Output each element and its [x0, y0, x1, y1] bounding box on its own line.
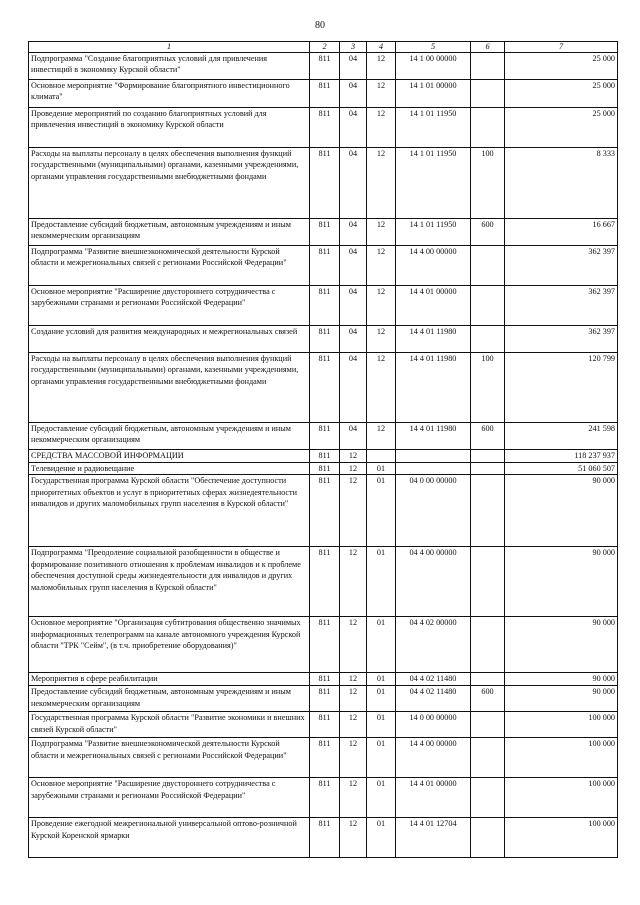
row-target-article: 14 1 00 00000 [396, 53, 471, 80]
row-target-article: 14 4 01 00000 [396, 286, 471, 326]
row-expense-type [471, 53, 505, 80]
row-section: 04 [340, 423, 367, 450]
row-subsection: 01 [367, 738, 396, 778]
row-name: Подпрограмма "Развитие внешнеэкономической деятельности Курской области и межрегиональных связей с регионами Российской Федерации" [29, 246, 310, 286]
row-name: Проведение мероприятий по созданию благоприятных условий для привлечения инвестиций в экономику Курской области [29, 108, 310, 148]
row-amount: 118 237 937 [505, 450, 618, 463]
table-row [29, 53, 618, 80]
row-amount: 25 000 [505, 80, 618, 108]
row-admin-code: 811 [310, 778, 340, 818]
row-subsection: 12 [367, 53, 396, 80]
row-admin-code: 811 [310, 547, 340, 617]
row-section: 12 [340, 617, 367, 673]
row-name: Основное мероприятие "Расширение двустороннего сотрудничества с зарубежными странами и регионами Российской Федерации" [29, 286, 310, 326]
table-row [29, 738, 618, 778]
table-row [29, 148, 618, 219]
budget-table [28, 41, 618, 858]
row-amount: 90 000 [505, 686, 618, 712]
table-row [29, 712, 618, 738]
row-expense-type: 600 [471, 423, 505, 450]
row-amount: 90 000 [505, 475, 618, 547]
row-expense-type [471, 778, 505, 818]
row-subsection: 12 [367, 286, 396, 326]
row-section: 04 [340, 53, 367, 80]
row-expense-type: 100 [471, 353, 505, 423]
row-admin-code: 811 [310, 673, 340, 686]
row-name: Подпрограмма "Преодоление социальной разобщенности в обществе и формирование позитивного отношения к проблемам инвалидов и к проблеме обеспечения доступной среды жизнедеятельности для инвалидов и других маломобильных групп населения в Курской области" [29, 547, 310, 617]
header-col-2: 2 [310, 42, 340, 53]
row-amount: 8 333 [505, 148, 618, 219]
row-name: Основное мероприятие "Организация субтитрования общественно значимых информационных телепрограмм на канале автономного учреждения Курской области "ТРК "Сейм", (в т.ч. приобретение оборудования)" [29, 617, 310, 673]
row-section: 04 [340, 108, 367, 148]
table-row [29, 108, 618, 148]
table-row [29, 423, 618, 450]
row-admin-code: 811 [310, 617, 340, 673]
row-expense-type [471, 617, 505, 673]
row-subsection: 12 [367, 353, 396, 423]
row-admin-code: 811 [310, 246, 340, 286]
row-section: 04 [340, 80, 367, 108]
row-amount: 100 000 [505, 712, 618, 738]
row-subsection: 01 [367, 818, 396, 858]
row-target-article: 14 1 01 11950 [396, 108, 471, 148]
row-expense-type [471, 246, 505, 286]
row-target-article: 14 1 01 00000 [396, 80, 471, 108]
table-row [29, 219, 618, 246]
row-section: 12 [340, 450, 367, 463]
row-name: Предоставление субсидий бюджетным, автономным учреждениям и иным некоммерческим организациям [29, 423, 310, 450]
row-target-article: 14 4 00 00000 [396, 738, 471, 778]
header-col-7: 7 [505, 42, 618, 53]
row-amount: 100 000 [505, 778, 618, 818]
row-expense-type [471, 738, 505, 778]
row-admin-code: 811 [310, 463, 340, 475]
row-admin-code: 811 [310, 475, 340, 547]
row-expense-type [471, 463, 505, 475]
header-row [29, 42, 618, 53]
row-admin-code: 811 [310, 53, 340, 80]
row-name: Телевидение и радиовещание [29, 463, 310, 475]
row-admin-code: 811 [310, 80, 340, 108]
row-target-article: 14 4 01 11980 [396, 423, 471, 450]
table-row [29, 246, 618, 286]
row-target-article: 14 4 01 00000 [396, 778, 471, 818]
row-section: 04 [340, 286, 367, 326]
row-expense-type [471, 286, 505, 326]
table-row [29, 686, 618, 712]
row-subsection: 12 [367, 108, 396, 148]
row-target-article: 14 0 00 00000 [396, 712, 471, 738]
row-name: Государственная программа Курской области "Обеспечение доступности приоритетных объектов и услуг в приоритетных сферах жизнедеятельности инвалидов и других маломобильных групп населения в Курской области" [29, 475, 310, 547]
row-section: 12 [340, 673, 367, 686]
row-target-article: 14 1 01 11950 [396, 219, 471, 246]
row-target-article: 04 4 02 11480 [396, 686, 471, 712]
row-admin-code: 811 [310, 286, 340, 326]
row-amount: 25 000 [505, 53, 618, 80]
header-col-5: 5 [396, 42, 471, 53]
row-subsection: 12 [367, 219, 396, 246]
row-name: Основное мероприятие "Формирование благоприятного инвестиционного климата" [29, 80, 310, 108]
table-row [29, 286, 618, 326]
row-target-article [396, 463, 471, 475]
row-expense-type: 100 [471, 148, 505, 219]
table-row [29, 617, 618, 673]
table-row [29, 547, 618, 617]
row-section: 12 [340, 686, 367, 712]
row-admin-code: 811 [310, 108, 340, 148]
row-amount: 362 397 [505, 326, 618, 353]
row-subsection: 12 [367, 423, 396, 450]
row-amount: 90 000 [505, 673, 618, 686]
table-row [29, 778, 618, 818]
row-amount: 90 000 [505, 617, 618, 673]
row-target-article: 14 4 00 00000 [396, 246, 471, 286]
row-section: 12 [340, 778, 367, 818]
row-subsection: 01 [367, 712, 396, 738]
row-target-article: 04 4 02 11480 [396, 673, 471, 686]
row-amount: 120 799 [505, 353, 618, 423]
row-section: 12 [340, 738, 367, 778]
row-subsection: 01 [367, 617, 396, 673]
row-section: 04 [340, 246, 367, 286]
row-amount: 90 000 [505, 547, 618, 617]
row-expense-type [471, 818, 505, 858]
row-section: 12 [340, 818, 367, 858]
row-subsection: 01 [367, 686, 396, 712]
row-admin-code: 811 [310, 712, 340, 738]
row-expense-type [471, 326, 505, 353]
row-section: 12 [340, 712, 367, 738]
row-amount: 362 397 [505, 246, 618, 286]
row-subsection: 01 [367, 475, 396, 547]
row-amount: 362 397 [505, 286, 618, 326]
row-subsection: 12 [367, 326, 396, 353]
table-row [29, 463, 618, 475]
row-expense-type [471, 712, 505, 738]
row-name: Предоставление субсидий бюджетным, автономным учреждениям и иным некоммерческим организациям [29, 686, 310, 712]
row-target-article: 14 4 01 11980 [396, 353, 471, 423]
row-section: 04 [340, 326, 367, 353]
row-subsection [367, 450, 396, 463]
header-col-6: 6 [471, 42, 505, 53]
row-expense-type [471, 108, 505, 148]
row-name: Подпрограмма "Развитие внешнеэкономической деятельности Курской области и межрегиональных связей с регионами Российской Федерации" [29, 738, 310, 778]
row-name: Расходы на выплаты персоналу в целях обеспечения выполнения функций государственными (муниципальными) органами, казенными учреждениями, органами управления государственными внебюджетными фондами [29, 353, 310, 423]
row-section: 12 [340, 475, 367, 547]
row-admin-code: 811 [310, 353, 340, 423]
row-subsection: 01 [367, 463, 396, 475]
header-col-1: 1 [29, 42, 310, 53]
table-row [29, 353, 618, 423]
row-subsection: 01 [367, 673, 396, 686]
row-expense-type [471, 450, 505, 463]
row-name: Мероприятия в сфере реабилитации [29, 673, 310, 686]
row-subsection: 12 [367, 148, 396, 219]
header-col-4: 4 [367, 42, 396, 53]
row-admin-code: 811 [310, 450, 340, 463]
row-admin-code: 811 [310, 818, 340, 858]
row-name: Государственная программа Курской области "Развитие экономики и внешних связей Курской области" [29, 712, 310, 738]
table-row [29, 450, 618, 463]
row-expense-type [471, 475, 505, 547]
table-row [29, 673, 618, 686]
table-row [29, 818, 618, 858]
row-subsection: 12 [367, 246, 396, 286]
row-expense-type [471, 80, 505, 108]
row-admin-code: 811 [310, 326, 340, 353]
row-expense-type: 600 [471, 219, 505, 246]
row-amount: 51 060 507 [505, 463, 618, 475]
header-col-3: 3 [340, 42, 367, 53]
row-section: 04 [340, 219, 367, 246]
row-admin-code: 811 [310, 686, 340, 712]
row-expense-type [471, 547, 505, 617]
row-name: Предоставление субсидий бюджетным, автономным учреждениям и иным некоммерческим организациям [29, 219, 310, 246]
table-row [29, 326, 618, 353]
row-target-article: 14 4 01 11980 [396, 326, 471, 353]
row-name: Основное мероприятие "Расширение двустороннего сотрудничества с зарубежными странами и регионами Российской Федерации" [29, 778, 310, 818]
row-section: 12 [340, 547, 367, 617]
row-target-article [396, 450, 471, 463]
row-subsection: 01 [367, 547, 396, 617]
table-row [29, 80, 618, 108]
row-section: 04 [340, 148, 367, 219]
row-admin-code: 811 [310, 423, 340, 450]
row-subsection: 12 [367, 80, 396, 108]
row-amount: 100 000 [505, 818, 618, 858]
row-target-article: 14 4 01 12704 [396, 818, 471, 858]
row-admin-code: 811 [310, 219, 340, 246]
row-target-article: 04 0 00 00000 [396, 475, 471, 547]
row-amount: 25 000 [505, 108, 618, 148]
page-number: 80 [315, 20, 325, 31]
row-target-article: 04 4 00 00000 [396, 547, 471, 617]
row-section: 04 [340, 353, 367, 423]
row-name: Проведение ежегодной межрегиональной универсальной оптово-розничной Курской Коренской ярмарки [29, 818, 310, 858]
row-name: Подпрограмма "Создание благоприятных условий для привлечения инвестиций в экономику Курской области" [29, 53, 310, 80]
row-amount: 16 667 [505, 219, 618, 246]
row-subsection: 01 [367, 778, 396, 818]
row-expense-type [471, 673, 505, 686]
row-target-article: 04 4 02 00000 [396, 617, 471, 673]
row-amount: 100 000 [505, 738, 618, 778]
row-name: Расходы на выплаты персоналу в целях обеспечения выполнения функций государственными (муниципальными) органами, казенными учреждениями, органами управления государственными внебюджетными фондами [29, 148, 310, 219]
row-admin-code: 811 [310, 738, 340, 778]
row-target-article: 14 1 01 11950 [396, 148, 471, 219]
row-amount: 241 598 [505, 423, 618, 450]
table-row [29, 475, 618, 547]
row-name: Создание условий для развития международных и межрегиональных связей [29, 326, 310, 353]
row-section: 12 [340, 463, 367, 475]
row-expense-type: 600 [471, 686, 505, 712]
row-admin-code: 811 [310, 148, 340, 219]
row-name: СРЕДСТВА МАССОВОЙ ИНФОРМАЦИИ [29, 450, 310, 463]
